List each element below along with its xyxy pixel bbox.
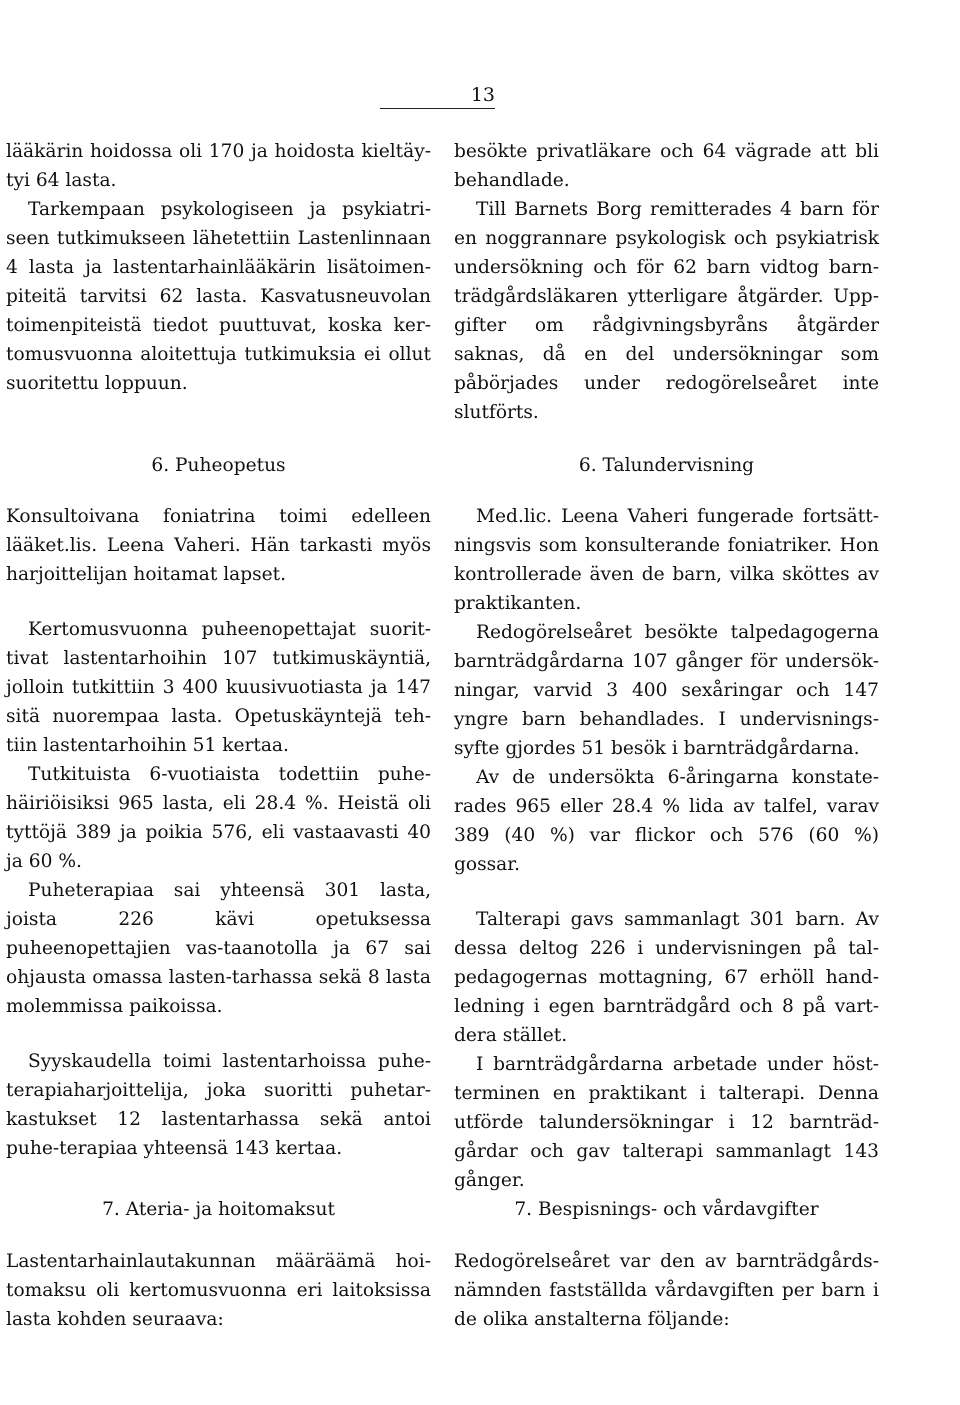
sv-section-6-heading: 6. Talundervisning	[578, 455, 755, 476]
sv-s7-paragraph-1: Redogörelseåret var den av barnträdgårds-nämnden fastställda vårdavgiften per barn i de olika anstalterna följande:	[454, 1251, 879, 1330]
sv-section-7-column	[454, 1247, 879, 1334]
fi-section-7-heading: 7. Ateria- ja hoitomaksut	[102, 1199, 335, 1220]
sv-s6-paragraph-2: Redogörelseåret besökte talpedagogerna barnträdgårdarna 107 gånger för undersök-ningar, varvid 3 400 sexåringar och 147 yngre barn behandlades. I undervisnings-syfte gjordes 51 besök i barnträdgårdarna.	[454, 622, 879, 759]
fi-s6-paragraph-4: Puheterapiaa sai yhteensä 301 lasta, joista 226 kävi opetuksessa puheenopettajien vas-taanotolla ja 67 sai ohjausta omassa lasten-tarhassa sekä 8 lasta molemmissa paikoissa.	[6, 880, 431, 1017]
fi-top-paragraph-2: Tarkempaan psykologiseen ja psykiatri-seen tutkimukseen lähetettiin Lastenlinnaan 4 lasta ja lastentarhainlääkärin lisätoimen-piteitä tarvitsi 62 lasta. Kasvatusneuvolan toimenpiteistä tiedot puuttuvat, koska ker-tomusvuonna aloitettuja tutkimuksia ei ollut suoritettu loppuun.	[6, 199, 431, 394]
fi-section-6-heading-wrap	[6, 451, 431, 480]
sv-s6-paragraph-5: I barnträdgårdarna arbetade under höst-terminen en praktikant i talterapi. Denna utförde talundersökningar i 12 barnträd-gårdar och gav talterapi sammanlagt 143 gånger.	[454, 1054, 879, 1191]
fi-section-7-heading-wrap	[6, 1195, 431, 1224]
page-number: 13	[380, 84, 495, 109]
fi-s6-paragraph-5: Syyskaudella toimi lastentarhoissa puhe-terapiaharjoittelija, joka suoritti puhetar-kastukset 12 lastentarhassa sekä antoi puhe-terapiaa yhteensä 143 kertaa.	[6, 1051, 431, 1159]
fi-top-paragraph-1: lääkärin hoidossa oli 170 ja hoidosta kieltäy-tyi 64 lasta.	[6, 141, 431, 191]
sv-s6-paragraph-4: Talterapi gavs sammanlagt 301 barn. Av dessa deltog 226 i undervisningen på tal-pedagogernas mottagning, 67 erhöll hand-ledning i egen barnträdgård och 8 på vart-dera stället.	[454, 909, 879, 1046]
fi-section-7-column	[6, 1247, 431, 1334]
sv-s6-paragraph-3: Av de undersökta 6-åringarna konstate-rades 965 eller 28.4 % lida av talfel, varav 389 (40 %) var flickor och 576 (60 %) gossar.	[454, 767, 879, 875]
fi-s6-paragraph-3: Tutkituista 6-vuotiaista todettiin puhe-häiriöisiksi 965 lasta, eli 28.4 %. Heistä oli tyttöjä 389 ja poikia 576, eli vastaavasti 40 ja 60 %.	[6, 764, 431, 872]
sv-section-7-heading: 7. Bespisnings- och vårdavgifter	[514, 1199, 819, 1220]
top-finnish-column	[6, 137, 431, 398]
sv-s6-paragraph-1: Med.lic. Leena Vaheri fungerade fortsätt-ningsvis som konsulterande foniatriker. Hon kontrollerade även de barn, vilka sköttes av praktikanten.	[454, 506, 879, 614]
sv-top-paragraph-2: Till Barnets Borg remitterades 4 barn för en noggrannare psykologisk och psykiatrisk undersökning och för 62 barn vidtog barn-trädgårdsläkaren ytterligare åtgärder. Upp-gifter om rådgivningsbyråns åtgärder saknas, då en del undersökningar som påbörjades under redogörelseåret inte slutförts.	[454, 199, 879, 423]
sv-section-6-heading-wrap	[454, 451, 879, 480]
fi-s7-paragraph-1: Lastentarhainlautakunnan määräämä hoi-tomaksu oli kertomusvuonna eri laitoksissa lasta kohden seuraava:	[6, 1251, 431, 1330]
sv-section-6-column	[454, 502, 879, 1195]
fi-s6-paragraph-2: Kertomusvuonna puheenopettajat suorit-tivat lastentarhoihin 107 tutkimuskäyntiä, jolloin tutkittiin 3 400 kuusivuotiasta ja 147 sitä nuorempaa lasta. Opetuskäyntejä teh-tiin lastentarhoihin 51 kertaa.	[6, 619, 431, 756]
top-swedish-column	[454, 137, 879, 427]
sv-section-7-heading-wrap	[454, 1195, 879, 1224]
fi-s6-paragraph-1: Konsultoivana foniatrina toimi edelleen lääket.lis. Leena Vaheri. Hän tarkasti myös harjoittelijan hoitamat lapset.	[6, 506, 431, 585]
fi-section-6-column	[6, 502, 431, 1163]
sv-top-paragraph-1: besökte privatläkare och 64 vägrade att bli behandlade.	[454, 141, 879, 191]
fi-section-6-heading: 6. Puheopetus	[151, 455, 286, 476]
